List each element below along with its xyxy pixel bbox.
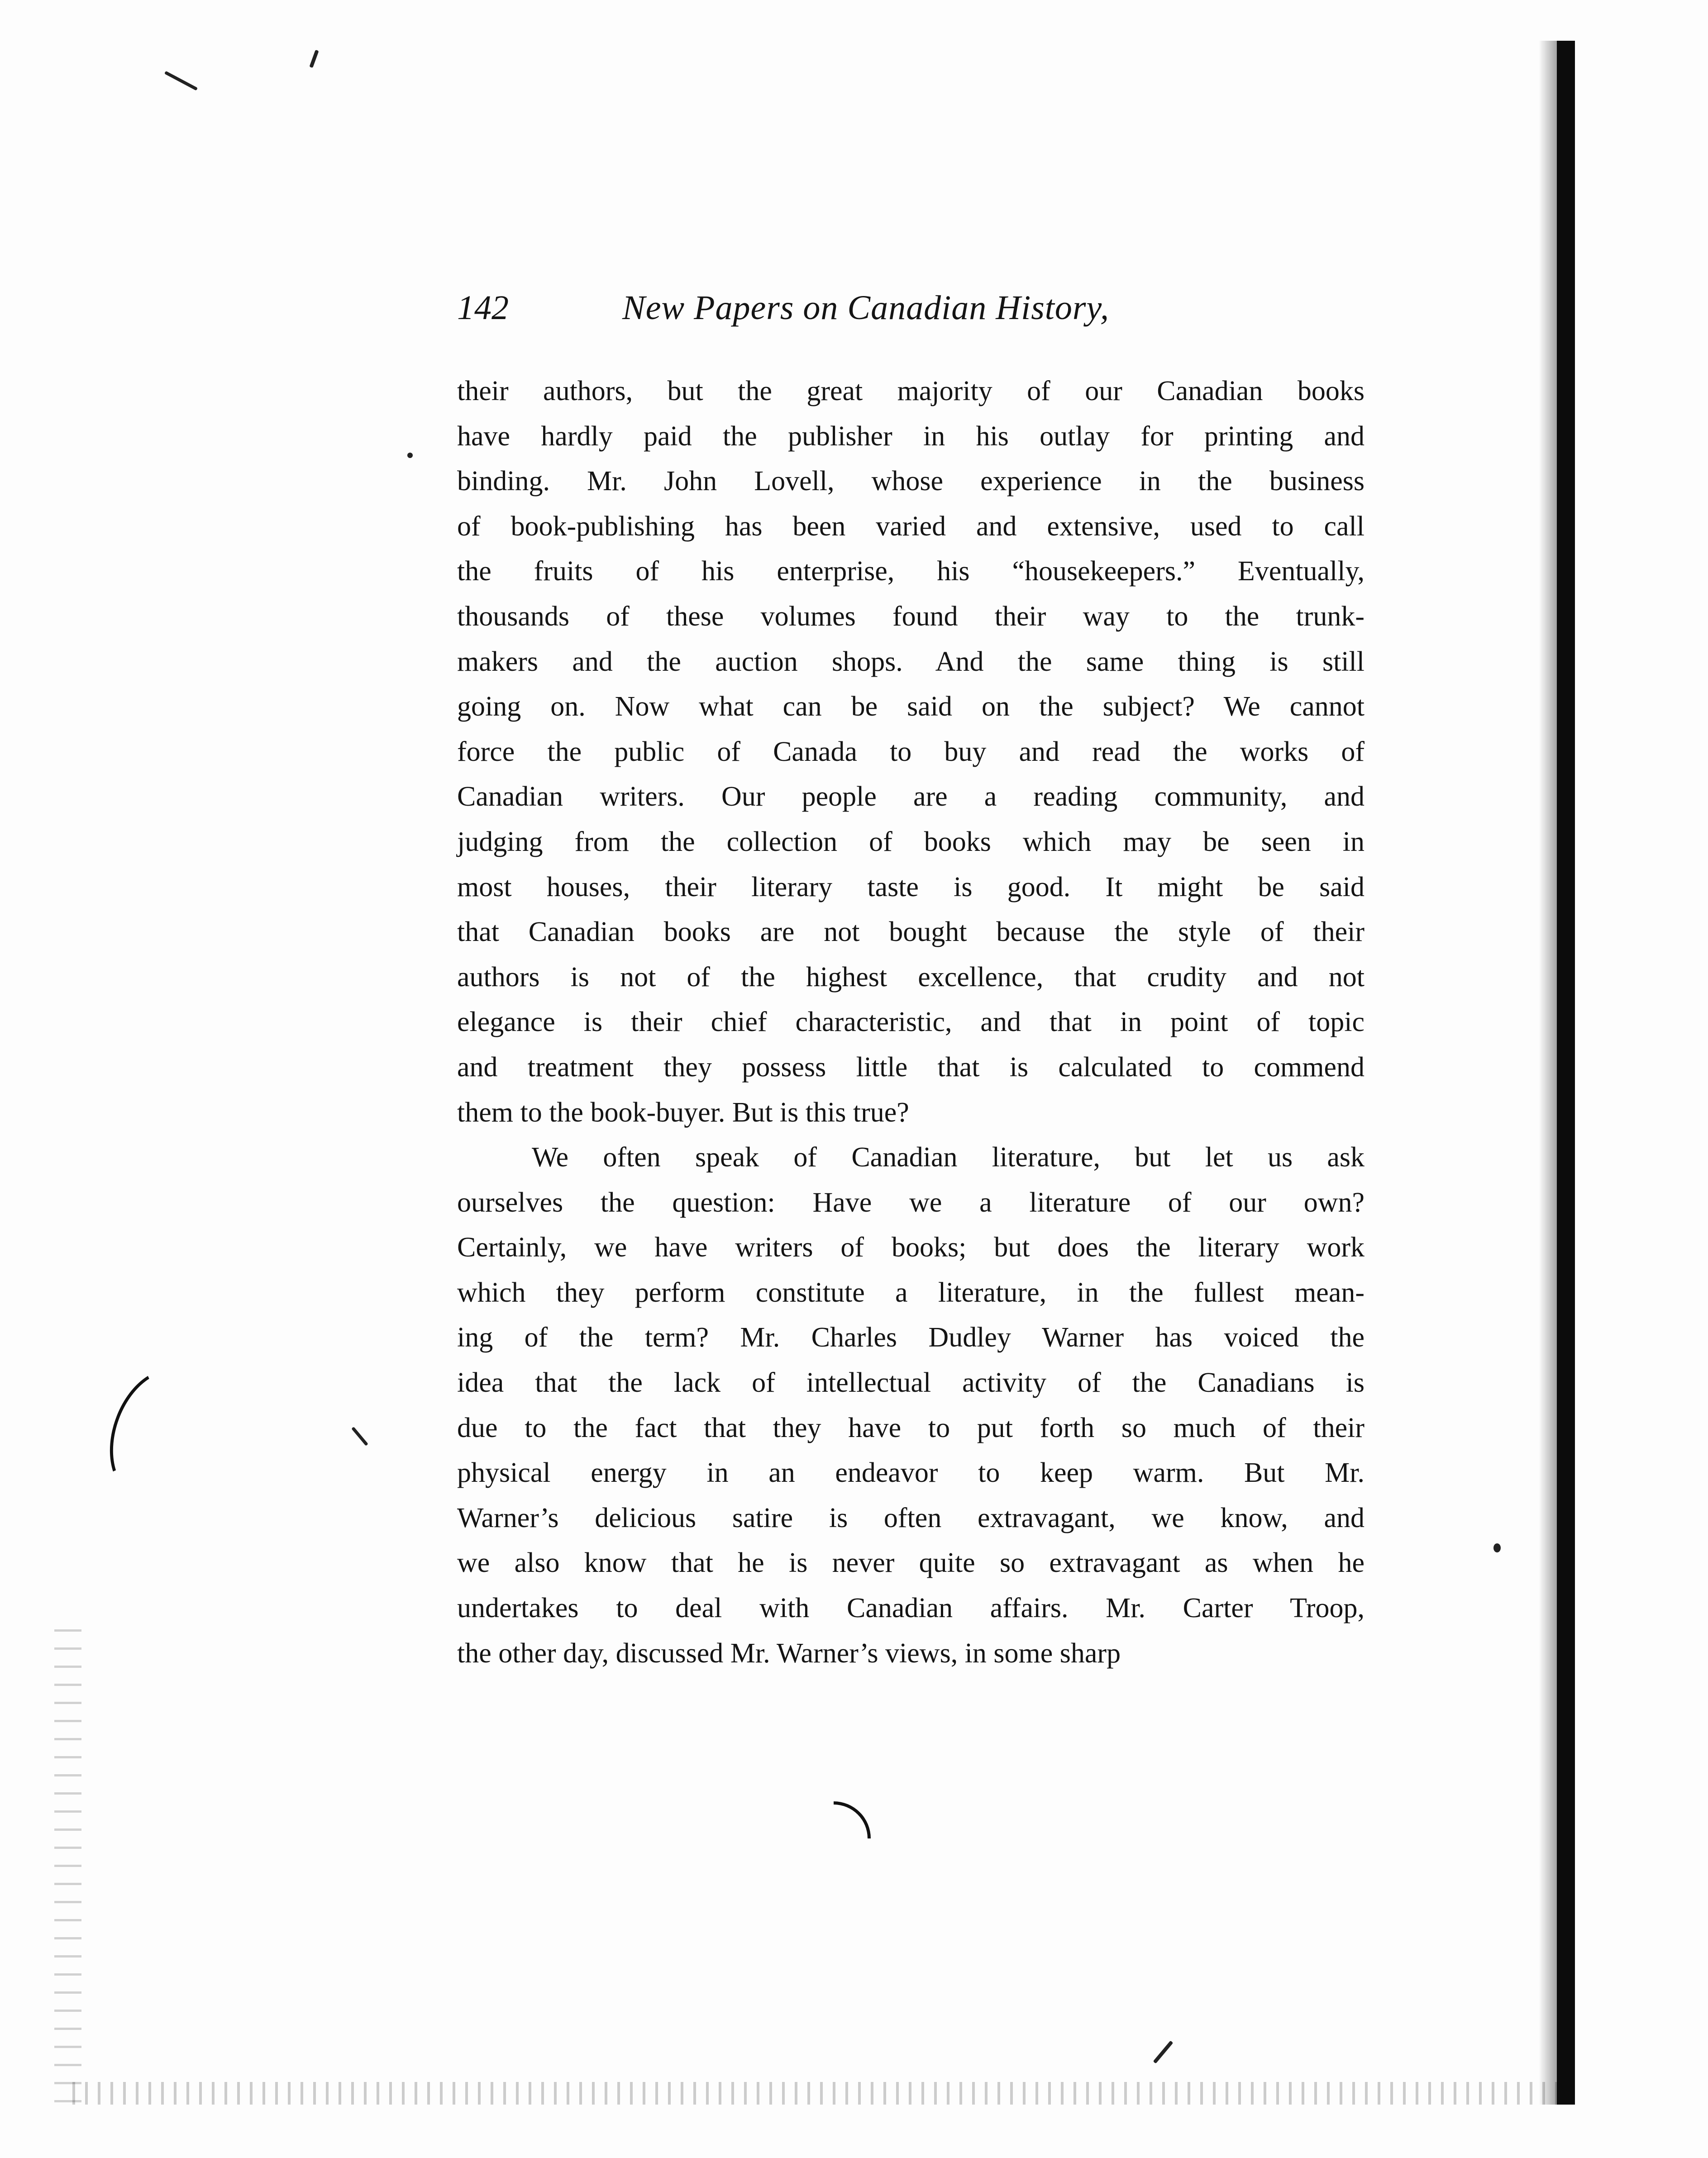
body-text [457, 369, 1364, 1676]
text-line: and treatment they possess little that is calculated to commend [457, 1051, 1364, 1083]
bottom-edge-speckles [72, 2082, 1566, 2105]
text-line: the other day, discussed Mr. Warner’s views, in some sharp [457, 1638, 1121, 1669]
scan-stroke [781, 1786, 886, 1891]
text-line: Warner’s delicious satire is often extravagant, we know, and [457, 1502, 1364, 1533]
running-head [457, 281, 1208, 335]
scan-speck [407, 453, 413, 458]
text-line: most houses, their literary taste is good. It might be said [457, 871, 1364, 902]
binding-shadow [1539, 41, 1557, 2105]
text-line: them to the book-buyer. But is this true? [457, 1097, 909, 1128]
left-edge-speckles [54, 1629, 81, 2105]
paragraph-1 [457, 369, 1364, 1135]
scan-speck [309, 50, 319, 68]
text-line: going on. Now what can be said on the subject? We cannot [457, 691, 1364, 722]
text-line: Certainly, we have writers of books; but does the literary work [457, 1232, 1364, 1263]
scan-speck [351, 1427, 368, 1446]
text-line: have hardly paid the publisher in his outlay for printing and [457, 420, 1364, 452]
text-line: We often speak of Canadian literature, but let us ask [532, 1142, 1364, 1173]
text-line: authors is not of the highest excellence, that crudity and not [457, 961, 1364, 993]
text-line: due to the fact that they have to put forth so much of their [457, 1412, 1364, 1443]
text-line: Canadian writers. Our people are a reading community, and [457, 781, 1364, 812]
text-line: of book-publishing has been varied and extensive, used to call [457, 511, 1364, 542]
text-line: force the public of Canada to buy and read the works of [457, 736, 1364, 767]
text-line: which they perform constitute a literature, in the fullest mean- [457, 1277, 1364, 1308]
text-line: that Canadian books are not bought because the style of their [457, 917, 1364, 948]
text-line: thousands of these volumes found their way to the trunk- [457, 601, 1364, 632]
text-line: undertakes to deal with Canadian affairs. Mr. Carter Troop, [457, 1593, 1364, 1624]
text-line: judging from the collection of books which may be seen in [457, 826, 1364, 857]
scan-stroke [93, 1356, 221, 1511]
scan-speck [1493, 1543, 1501, 1552]
text-line: we also know that he is never quite so extravagant as when he [457, 1547, 1364, 1579]
running-title: New Papers on Canadian History, [622, 289, 1110, 327]
text-line: ing of the term? Mr. Charles Dudley Warner has voiced the [457, 1322, 1364, 1353]
binding-edge [1557, 41, 1575, 2105]
text-line: binding. Mr. John Lovell, whose experience in the business [457, 466, 1364, 497]
scan-speck [1153, 2040, 1174, 2063]
text-line: physical energy in an endeavor to keep warm. But Mr. [457, 1457, 1364, 1489]
page-number: 142 [457, 289, 509, 327]
text-line: elegance is their chief characteristic, and that in point of topic [457, 1007, 1364, 1038]
paragraph-2 [457, 1135, 1364, 1676]
text-line: their authors, but the great majority of our Canadian books [457, 376, 1364, 406]
text-line: the fruits of his enterprise, his “housekeepers.” Eventually, [457, 556, 1364, 587]
scan-speck [164, 71, 198, 91]
text-line: makers and the auction shops. And the same thing is still [457, 646, 1364, 677]
text-line: ourselves the question: Have we a literature of our own? [457, 1187, 1364, 1218]
text-line: idea that the lack of intellectual activity of the Canadians is [457, 1367, 1364, 1399]
